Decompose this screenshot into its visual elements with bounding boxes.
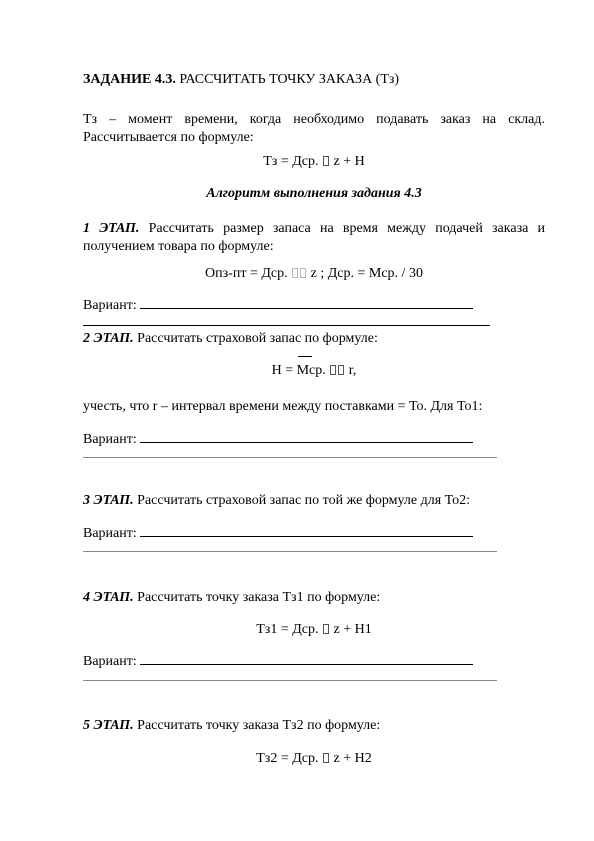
variant-line-1: [83, 297, 545, 315]
answer-line[interactable]: [83, 457, 497, 458]
stage1-line-1: [83, 220, 545, 238]
formula-tz1-right: z + H1: [333, 622, 372, 637]
overline-mark: [298, 356, 312, 357]
task-title-text: РАССЧИТАТЬ ТОЧКУ ЗАКАЗА (Тз): [175, 72, 400, 87]
intro-line-1: Тз – момент времени, когда необходимо подавать заказ на склад.: [83, 112, 545, 127]
variant-line-3: [83, 525, 545, 543]
answer-line[interactable]: [83, 680, 497, 681]
formula-opz-right: z ; Дср. = Мср. / 30: [310, 266, 423, 281]
multiply-symbol-icon: [323, 624, 329, 634]
variant-label: Вариант:: [83, 298, 141, 313]
stage1-line-2: получением товара по формуле:: [83, 239, 274, 254]
stage3-text: Рассчитать страховой запас по той же формуле для То2:: [137, 493, 471, 508]
stage5-line: [83, 717, 545, 735]
variant-answer-blank[interactable]: [140, 663, 473, 665]
formula-h-left: H =: [271, 363, 294, 378]
formula-h-m: Мср.: [296, 363, 326, 378]
formula-opz: [83, 265, 545, 283]
stage2-text: Рассчитать страховой запас по формуле:: [137, 331, 378, 346]
stage4-label: 4 ЭТАП.: [83, 590, 134, 605]
stage2-label: 2 ЭТАП.: [83, 331, 134, 346]
variant-label: Вариант:: [83, 654, 141, 669]
stage2-note: учесть, что r – интервал времени между поставками = То. Для То1:: [83, 399, 483, 414]
variant-label: Вариант:: [83, 526, 141, 541]
variant-answer-blank[interactable]: [140, 535, 473, 537]
intro-line-2: Рассчитывается по формуле:: [83, 130, 254, 145]
formula-tz2-right: z + H2: [333, 751, 372, 766]
stage3-label: 3 ЭТАП.: [83, 493, 134, 508]
multiply-symbol-icon: [292, 268, 298, 278]
multiply-symbol-icon: [330, 365, 336, 375]
formula-tz2: [83, 750, 545, 768]
task-title-number: ЗАДАНИЕ 4.3.: [83, 72, 176, 87]
variant-label: Вариант:: [83, 432, 141, 447]
answer-line[interactable]: [83, 325, 490, 326]
formula-h-m-group: [297, 362, 326, 380]
variant-answer-blank[interactable]: [140, 441, 473, 443]
formula-tz: [83, 153, 545, 171]
answer-line[interactable]: [83, 551, 497, 552]
formula-tz1-left: Тз1 = Дср.: [256, 622, 319, 637]
stage4-text: Рассчитать точку заказа Тз1 по формуле:: [137, 590, 381, 605]
multiply-symbol-icon: [323, 156, 329, 166]
variant-line-4: [83, 653, 545, 671]
stage2-line: [83, 330, 545, 348]
stage5-label: 5 ЭТАП.: [83, 718, 134, 733]
formula-tz-right: z + H: [333, 154, 365, 169]
task-title: [83, 71, 545, 89]
variant-answer-blank[interactable]: [140, 307, 473, 309]
stage1-text-1: Рассчитать размер запаса на время между подачей заказа и: [148, 221, 546, 236]
formula-opz-left: Опз-пт = Дср.: [205, 266, 288, 281]
multiply-symbol-icon: [300, 268, 306, 278]
formula-h: [83, 362, 545, 380]
variant-line-2: [83, 431, 545, 449]
multiply-symbol-icon: [323, 753, 329, 763]
formula-tz1: [83, 621, 545, 639]
stage5-text: Рассчитать точку заказа Тз2 по формуле:: [137, 718, 381, 733]
formula-h-right: r,: [348, 363, 357, 378]
formula-tz-left: Тз = Дср.: [263, 154, 319, 169]
stage4-line: [83, 589, 545, 607]
formula-tz2-left: Тз2 = Дср.: [256, 751, 319, 766]
sqrt-symbol-icon: [338, 365, 344, 375]
stage1-label: 1 ЭТАП.: [83, 221, 140, 236]
stage3-line: [83, 492, 545, 510]
algorithm-heading: Алгоритм выполнения задания 4.3: [206, 186, 422, 201]
